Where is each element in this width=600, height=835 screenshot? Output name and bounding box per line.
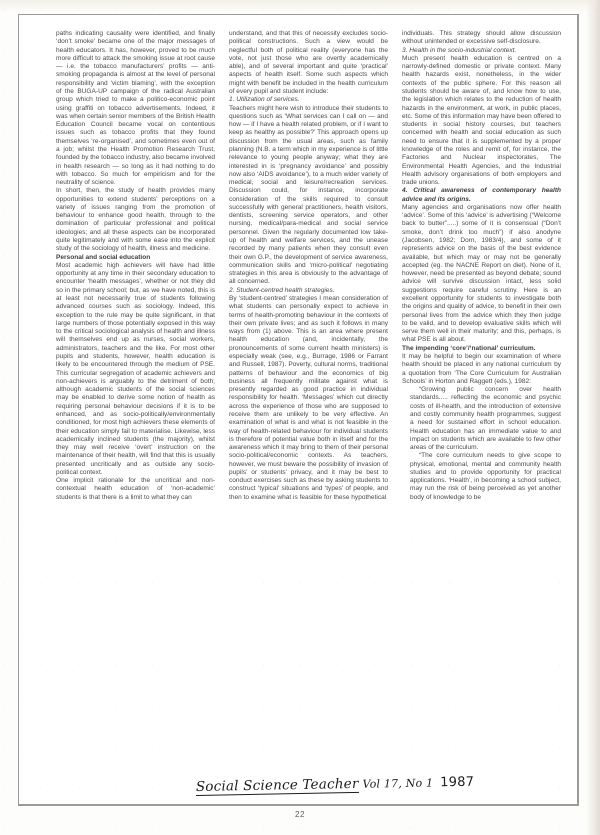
three-column-body: [56, 30, 562, 770]
para-socio-industrial-context: Much present health education is centred on a narrowly-defined domestic or private context. Many health hazards exist, nonetheless, in the wider contexts of the public sphere. For this reason all students should be aware of, and know how to use, the legislation which relates to the reduction of health hazards in the environment, at work, in public places, etc. Some of this information may have been offered to students in social history courses, but teachers concerned with health and social education as such need to ensure that it is supplemented by a proper knowledge of the roles and remit of, for instance, the Factories and Nuclear inspectorates, The Environmental Health Agencies, and the Industrial Health advisory organisations of both employers and trade unions.: [402, 54, 561, 187]
handwritten-journal-title: Social Science Teacher: [195, 775, 359, 795]
heading-1-utilization-of-services: 1. Utilization of services.: [229, 96, 300, 104]
heading-4-critical-awareness: 4. Critical awareness of contemporary health advice and its origins.: [402, 187, 561, 203]
para-student-centred-strategies: By ‘student-centred’ strategies I mean consideration of what students can personally expect to achieve in terms of health-promoting behaviour in the contexts of their own private lives; and as such it follows in many ways from (1) above. This is an area where present health education (and, incidentally, the pronouncements of some current health ministers) is especially weak (see, e.g., Burrage, 1986 or Farrant and Russell, 1987). Poverty, cultural norms, traditional patterns of behaviour and the economics of big business all frequently militate against what is presently regarded as good practice in individual responsibility for health. ‘Messages’ which cut directly across the experience of those who are supposed to receive them are unlikely to be very effective. An examination of what is and what is not feasible in the way of health-related behaviour for individual students is therefore of potential value both in itself and for the awareness which it may bring to them of their personal socio-political/economic contexts. As teachers, however, we must beware the possibility of invasion of pupils’ or students’ privacy, and it may be best to conduct exercises such as these by asking students to construct ‘typical’ situations and ‘types’ of people, and then to examine what is feasible for these hypothetical: [229, 295, 388, 501]
para-high-achievers: Most academic high achievers will have had little opportunity at any time in their secondary education to encounter ‘health messages’, whether or not they did so in the primary school; but, as we have noted, this is at least not necessarily true of students following advanced courses such as sociology. Indeed, this exception to the rule may be quite significant, in that large numbers of those potentially exposed in this way to the critical sociological analysis of health and illness will themselves end up as nurses, social workers, administrators, teachers and the like. For most other pupils and students, however, health education is likely to be encountered through the medium of PSE. This curricular segregation of academic achievers and non-achievers is arguably to the detriment of both; although academic students of the social sciences may be enabled to derive some notion of health as requiring personal behaviour decisions if it is to be enhanced, and as socio-politically/environmentally conditioned, for most high achievers these elements of their education simply fail to materialise. Likewise, less academically inclined students (the majority), whilst they may well receive ‘overt’ instruction on the maintenance of their health, will find that this is usually presented uncritically and as outside any socio-political context.: [56, 261, 215, 476]
heading-3-health-socio-industrial-context: 3. Health in the socio-industrial context.: [402, 46, 517, 54]
page-number: 22: [295, 810, 305, 819]
para-core-curriculum-intro: It may be helpful to begin our examination of where health should be placed in any national curriculum by a quotation from ‘The Core Curriculum for Australian Schools’ in Horton and Raggett (eds.), 1982:: [402, 352, 561, 385]
handwritten-volume-issue: Vol 17, No 1: [362, 776, 434, 791]
handwritten-year: 1987: [440, 774, 475, 791]
para-individuals-strategy: individuals. This strategy should allow discussion without unintended or excessive self-disclosure.: [402, 30, 561, 46]
left-column: [56, 30, 215, 502]
heading-impending-core-national-curriculum: The impending ‘core’/‘national’ curriculum.: [402, 344, 536, 352]
para-study-of-health: In short, then, the study of health provides many opportunities to extend students’ perceptions on a variety of issues ranging from the promotion of behaviour to enhance good health, through to the domination of particular professional and political ideologies; and all these aspects can be incorporated quite legitimately and with some ease into the explicit study of the sociology of health, illness and medicine.: [56, 187, 215, 253]
para-smoking-causality: paths indicating causality were identified, and finally ‘don’t smoke’ became one of the major messages of health educators. It has, however, proved to be much more difficult to attack the smoking issue at root cause — i.e. the tobacco manufacturers’ profits — anti-smoking propaganda is almost at the level of personal responsibility and ‘victim blaming’, with the exception of the BUGA-UP campaign of the radical Australian group which tried to make a politico-economic point using graffiti on tobacco advertisements. Indeed, it was when certain senior members of the British Health Education Council became vocal on contentious issues such as tobacco profits that they found themselves ‘re-organised’, and sometimes even out of a job; whilst the Health Promotion Research Trust, founded by the tobacco industry, also became involved in health research — so long as it had nothing to do with tobacco. So much for empiricism and for the neutrality of science.: [56, 30, 215, 187]
middle-column: [229, 30, 388, 502]
heading-personal-and-social-education: Personal and social education: [56, 253, 151, 261]
quote-core-curriculum-needs: “The core curriculum needs to give scope to physical, emotional, mental and community health studies and to provide opportunity for practical applications. ‘Health’, in becoming a school subject, may run the risk of being perceived as yet another body of knowledge to be: [410, 452, 561, 501]
scan-edge-shading-top: [0, 0, 600, 12]
scan-edge-shading-right: [586, 0, 600, 835]
para-socio-political-constructions: understand, and that this of necessity excludes socio-political constructions. Such a view would be neglectful both of political reality (everyone has the vote, not just those who are overtly academically able), and of several important and quite ‘practical’ aspects of health itself. Some such aspects which might with benefit be included in the health curriculum of every pupil and student include:: [229, 30, 388, 95]
right-column: [402, 30, 561, 502]
quote-growing-public-concern: “Growing public concern over health standards..... reflecting the economic and psychic costs of ill-health, and the introduction of extensive and costly community health programmes, suggest a need for sustained effort in school education. Health education has an immediate value to and impact on students which are available to few other areas of the curriculum.: [410, 386, 561, 452]
para-critical-awareness: Many agencies and organisations now offer health ‘advice’. Some of this ‘advice’ is advertising (“Welcome back to butter”.....) some of it is consensual (“Don’t smoke, don’t drink too much”) if also anodyne (Jacobsen, 1982; Dorn, 1983/4), and some of it represents advice on the basis of the best evidence available, but which may or may not be generally accepted (eg. the NACNE Report on diet). None of it, however, need be presented as beyond debate; sound advice will survive discussion intact, less solid suggestions require careful scrutiny. Here is an excellent opportunity for students to investigate both the origins and quality of advice, to benefit in their own personal lives from the advice which they then judge to be valid, and to develop evaluative skills which will serve them well in their maturity; and this, perhaps, is what PSE is all about.: [402, 203, 561, 344]
heading-2-student-centred-health-strategies: 2. Student-centred health strategies.: [229, 286, 335, 294]
para-implicit-rationale: One implicit rationale for the uncritical and non-contextual health education of ‘non-academic’ students is that there is a limit to what they can: [56, 477, 215, 501]
para-utilization-of-services: Teachers might here wish to introduce their students to questions such as ‘What services can I call on — and how — if I have a health related problem, or if I want to keep as healthy as possible?’ This approach opens up discussion from the usual areas, such as family planning (N.B. a term which in my experience is of little relevance to young people anyway; what they are interested in is ‘pregnancy avoidance’ and possibly now also ‘AIDS avoidance’), to a much wider variety of medical, social and leisure/recreation services. Discussion could, for instance, incorporate consideration of the skills required to consult successfully with general practitioners, health visitors, dentists, screening service operators, and other nursing, medical/para-medical and social service personnel. Given the regularly documented low take-up of health and welfare services, and the unease recorded by many patients when they consult even their own G.P., the development of service awareness, communication skills and ‘micro-political’ negotiating strategies in this area is obviously to the advantage of all concerned.: [229, 104, 389, 286]
